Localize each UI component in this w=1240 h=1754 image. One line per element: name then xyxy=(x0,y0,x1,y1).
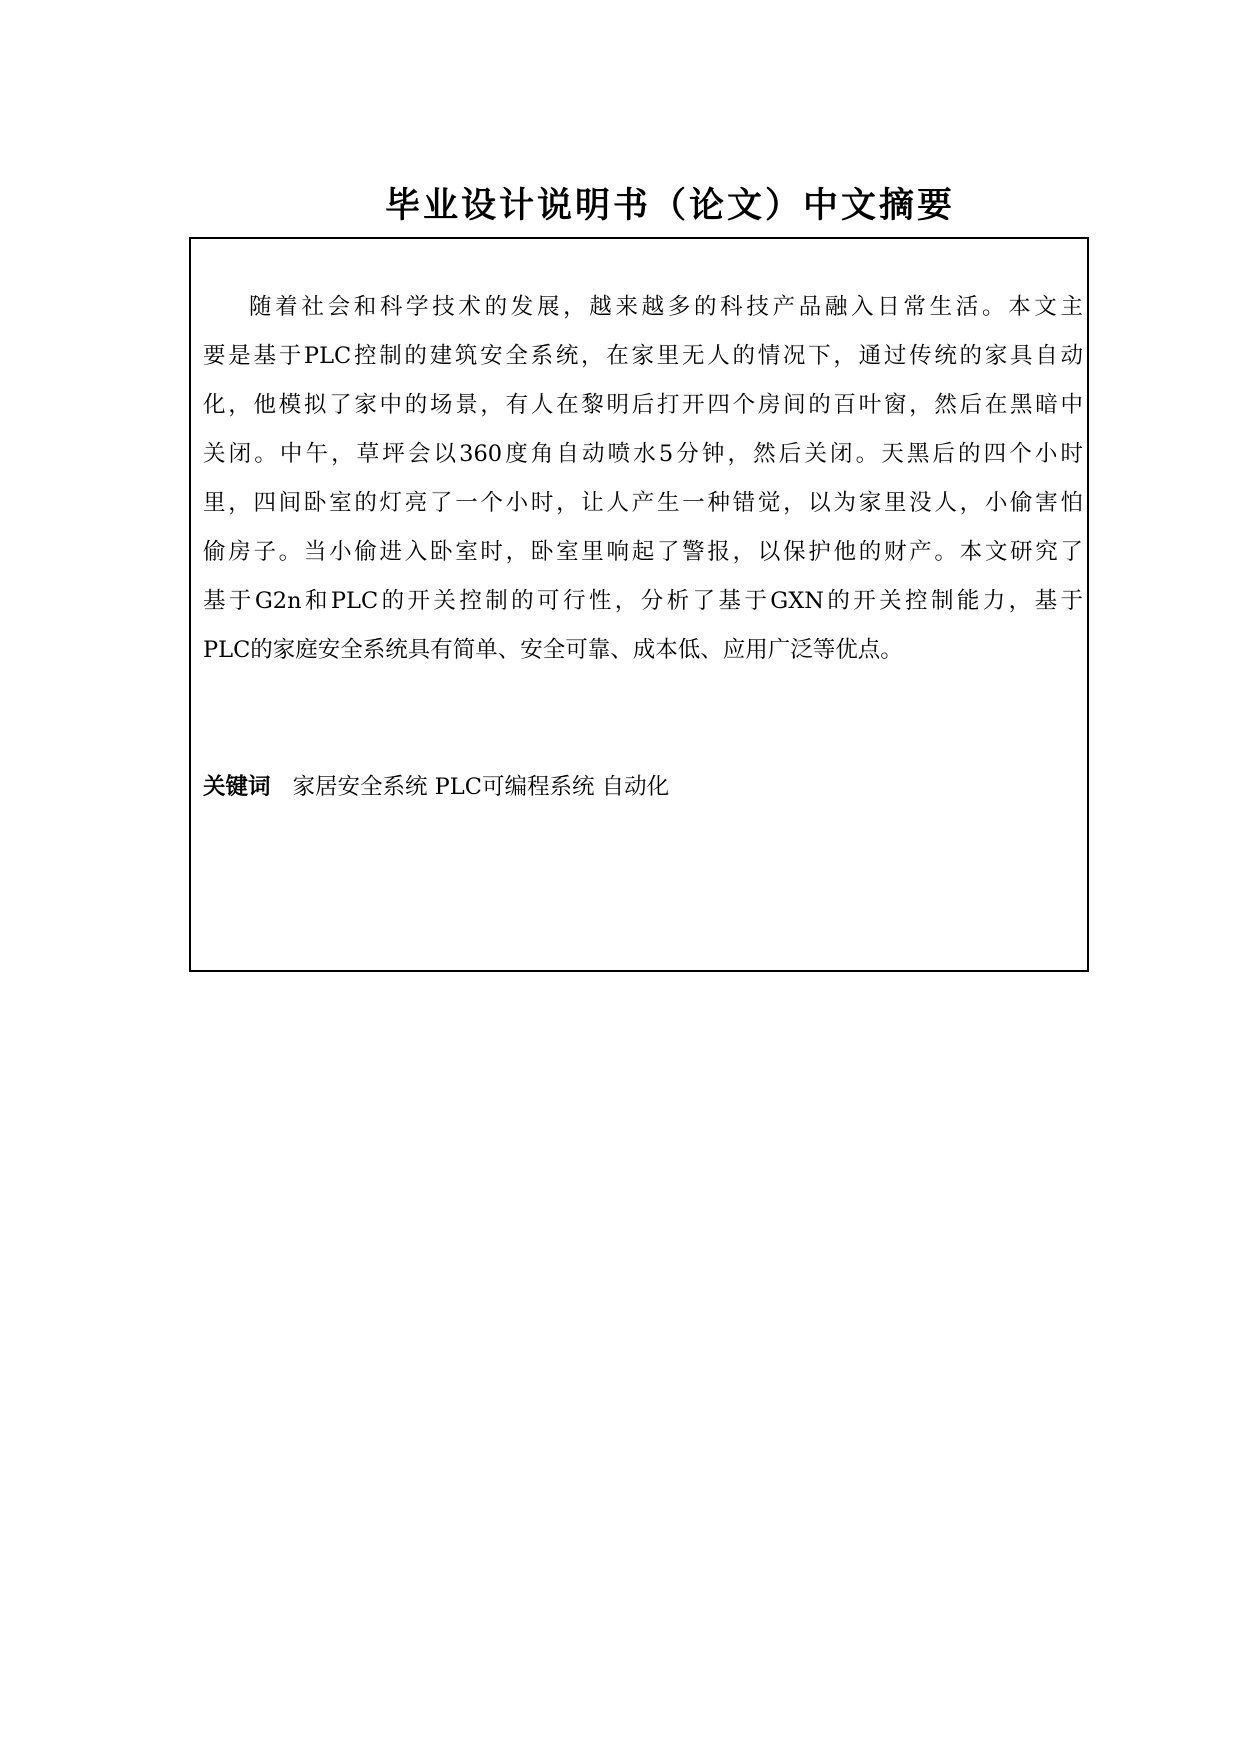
abstract-line: 基于G2n和PLC的开关控制的可行性，分析了基于GXN的开关控制能力，基于 xyxy=(203,588,1083,614)
abstract-line: 随着社会和科学技术的发展，越来越多的科技产品融入日常生活。本文主 xyxy=(249,294,1083,320)
keywords-label: 关键词 xyxy=(203,774,271,800)
abstract-line: 关闭。中午，草坪会以360度角自动喷水5分钟，然后关闭。天黑后的四个小时 xyxy=(203,441,1083,467)
abstract-line: 要是基于PLC控制的建筑安全系统，在家里无人的情况下，通过传统的家具自动 xyxy=(203,343,1083,369)
page-title: 毕业设计说明书（论文）中文摘要 xyxy=(384,186,955,226)
abstract-line: 化，他模拟了家中的场景，有人在黎明后打开四个房间的百叶窗，然后在黑暗中 xyxy=(203,392,1083,418)
keywords-row xyxy=(203,769,669,801)
abstract-body xyxy=(203,283,1083,675)
abstract-box xyxy=(189,237,1089,972)
abstract-line: 里，四间卧室的灯亮了一个小时，让人产生一种错觉，以为家里没人，小偷害怕 xyxy=(203,490,1083,516)
abstract-line: PLC的家庭安全系统具有简单、安全可靠、成本低、应用广泛等优点。 xyxy=(203,637,903,663)
abstract-line: 偷房子。当小偷进入卧室时，卧室里响起了警报，以保护他的财产。本文研究了 xyxy=(203,539,1083,565)
keywords-value: 家居安全系统 PLC可编程系统 自动化 xyxy=(292,774,670,800)
